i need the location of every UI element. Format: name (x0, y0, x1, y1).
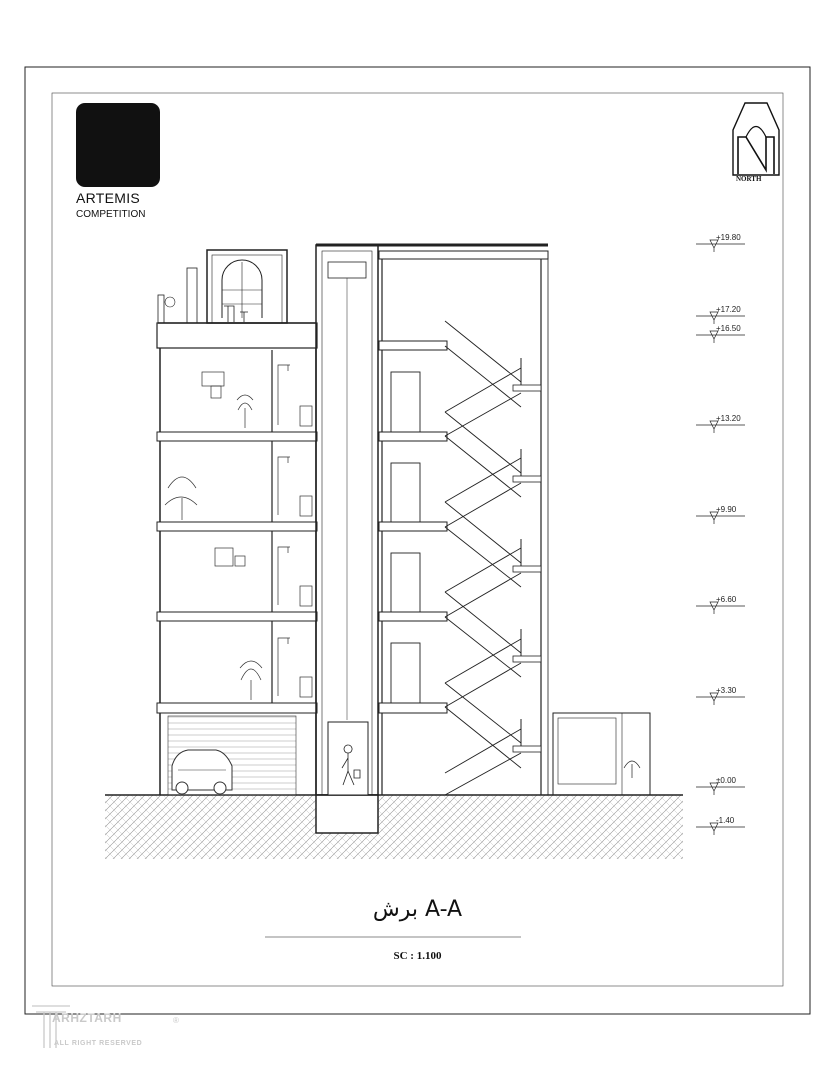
elevator-pit (316, 795, 378, 833)
level-label: +16.50 (716, 324, 741, 333)
section-title: برش A-A (372, 897, 463, 922)
room-decor (165, 365, 312, 700)
logo-subtitle: COMPETITION (76, 209, 146, 220)
level-label: +9.90 (716, 505, 737, 514)
level-label: +13.20 (716, 414, 741, 423)
scale-label: SC : 1.100 (393, 950, 442, 962)
artemis-logo (76, 103, 160, 187)
north-arrow-icon (733, 103, 779, 175)
level-label: +17.20 (716, 305, 741, 314)
entrance-structure (553, 713, 650, 795)
level-label: ±0.00 (716, 776, 736, 785)
level-label: +3.30 (716, 686, 737, 695)
stair-core (379, 251, 548, 795)
watermark-rights: ALL RIGHT RESERVED (54, 1040, 143, 1047)
roof-pavilion (158, 250, 316, 323)
level-label: +6.60 (716, 595, 737, 604)
ground-fill (105, 795, 683, 859)
north-label: NORTH (736, 175, 762, 183)
watermark-registered: ® (173, 1016, 179, 1025)
watermark-brand: ARHZTARH (52, 1011, 122, 1025)
parking-level (168, 716, 296, 795)
level-label: -1.40 (716, 816, 735, 825)
level-label: +19.80 (716, 233, 741, 242)
elevator-shaft (316, 245, 378, 795)
logo-title: ARTEMIS (76, 190, 141, 206)
